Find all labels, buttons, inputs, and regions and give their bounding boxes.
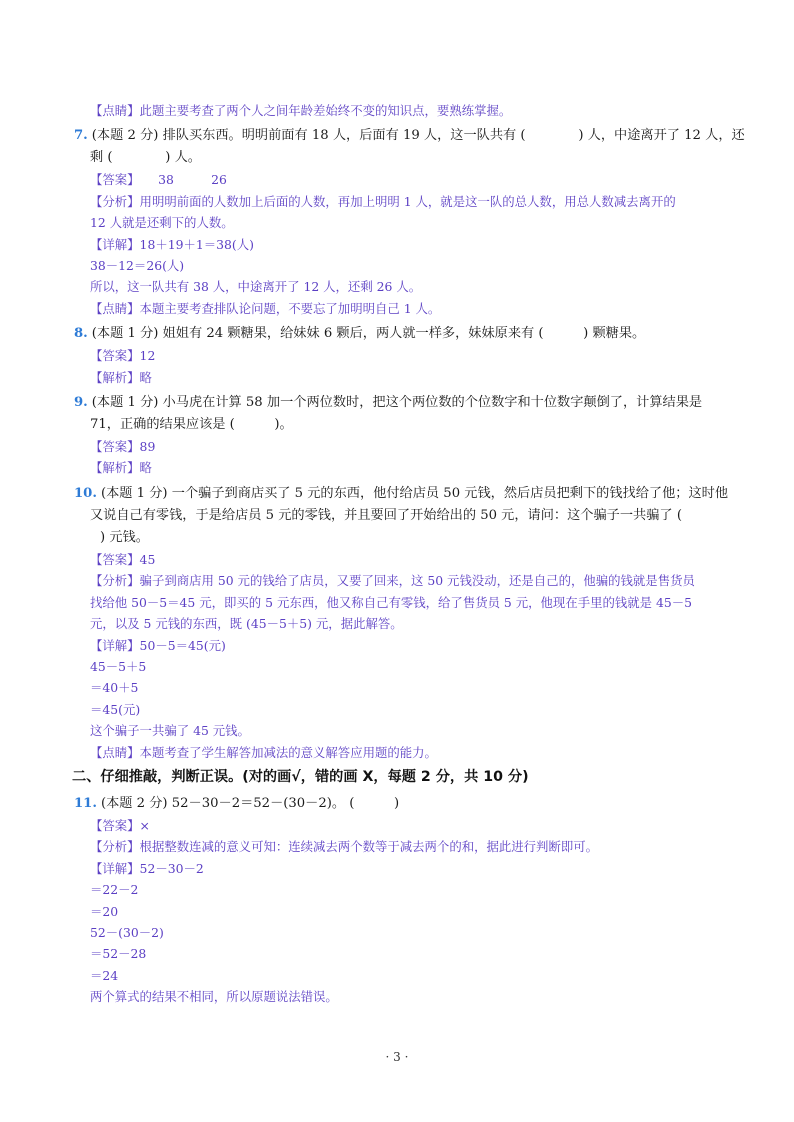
analysis-line: 【分析】用明明前面的人数加上后面的人数，再加上明明 1 人，就是这一队的总人数，用总人数减去离开的 [90, 193, 676, 209]
detail-line: ＝24 [90, 967, 119, 983]
question-number: 7. [74, 128, 88, 144]
analysis-line: 找给他 50－5＝45 元，即买的 5 元东西，他又称自己有零钱，给了售货员 5 元，他现在手里的钱就是 45－5 [90, 594, 693, 610]
analysis-line: 【解析】略 [90, 369, 152, 385]
question-number: 11. [74, 795, 97, 811]
detail-line: 45－5＋5 [90, 658, 147, 674]
page-content [72, 100, 745, 1008]
question-text: (本题 1 分) 小马虎在计算 58 加一个两位数时，把这个两位数的个位数字和十位数字颠倒了，计算结果是 [91, 395, 703, 411]
question-9 [74, 392, 730, 436]
question-11 [74, 793, 730, 815]
analysis-line: 【解析】略 [90, 460, 152, 476]
question-text: (本题 1 分) 一个骗子到商店买了 5 元的东西，他付给店员 50 元钱，然后店员把剩下的钱找给了他；这时他 [100, 485, 729, 501]
detail-line: ＝22－2 [90, 882, 139, 898]
analysis-line: 【分析】根据整数连减的意义可知：连续减去两个数等于减去两个的和，据此进行判断即可。 [90, 839, 599, 855]
analysis-line: 元，以及 5 元钱的东西，既 (45－5＋5) 元，据此解答。 [90, 616, 403, 632]
question-text: (本题 1 分) 姐姐有 24 颗糖果，给妹妹 6 颗后，两人就一样多，妹妹原来有 ( ) 颗糖果。 [91, 326, 646, 342]
tip-line: 【点睛】本题考查了学生解答加减法的意义解答应用题的能力。 [90, 744, 437, 760]
answer: 【答案】 38 26 [90, 172, 227, 188]
detail-line: ＝20 [90, 903, 119, 919]
detail-line: 这个骗子一共骗了 45 元钱。 [90, 723, 250, 739]
top-note: 【点睛】此题主要考查了两个人之间年龄差始终不变的知识点，要熟练掌握。 [90, 103, 512, 118]
answer: 【答案】× [90, 817, 150, 833]
question-text: ) 元钱。 [100, 529, 149, 545]
detail-line: 52－(30－2) [90, 924, 164, 940]
analysis-line: 12 人就是还剩下的人数。 [90, 215, 234, 231]
question-8 [74, 323, 730, 345]
analysis-line: 【分析】骗子到商店用 50 元的钱给了店员，又要了回来，这 50 元钱没动，还是自己的，他骗的钱就是售货员 [90, 573, 695, 589]
tip-line: 【点睛】本题主要考查排队论问题，不要忘了加明明自己 1 人。 [90, 300, 441, 316]
question-number: 10. [74, 485, 97, 501]
answer: 【答案】45 [90, 551, 156, 567]
question-number: 9. [74, 395, 88, 411]
detail-line: 所以，这一队共有 38 人，中途离开了 12 人，还剩 26 人。 [90, 279, 422, 295]
question-text: (本题 2 分) 52－30－2＝52－(30－2)。 ( ) [100, 795, 400, 811]
detail-line: 38－12＝26(人) [90, 258, 185, 274]
answer: 【答案】89 [90, 439, 156, 455]
conclusion-line: 两个算式的结果不相同，所以原题说法错误。 [90, 989, 338, 1005]
page-number: · 3 · [385, 1050, 409, 1064]
question-text: 剩 ( ) 人。 [90, 150, 201, 166]
detail-line: ＝40＋5 [90, 680, 139, 696]
detail-line: 【详解】52－30－2 [90, 860, 204, 876]
question-7 [74, 125, 745, 169]
detail-line: 【详解】50－5＝45(元) [90, 637, 226, 653]
section-heading: 二、仔细推敲，判断正误。(对的画√，错的画 X，每题 2 分，共 10 分) [72, 768, 529, 785]
detail-line: ＝52－28 [90, 946, 147, 962]
question-text: (本题 2 分) 排队买东西。明明前面有 18 人，后面有 19 人，这一队共有 ( ) 人，中途离开了 12 人，还 [91, 128, 745, 144]
detail-line: 【详解】18＋19＋1＝38(人) [90, 236, 254, 252]
question-10 [74, 483, 730, 549]
question-text: 又说自己有零钱，于是给店员 5 元的零钱，并且要回了开始给出的 50 元，请问：这个骗子一共骗了 ( [90, 507, 682, 523]
question-number: 8. [74, 326, 88, 342]
question-text: 71，正确的结果应该是 ( )。 [90, 417, 293, 433]
detail-line: ＝45(元) [90, 701, 141, 717]
answer: 【答案】12 [90, 348, 156, 364]
